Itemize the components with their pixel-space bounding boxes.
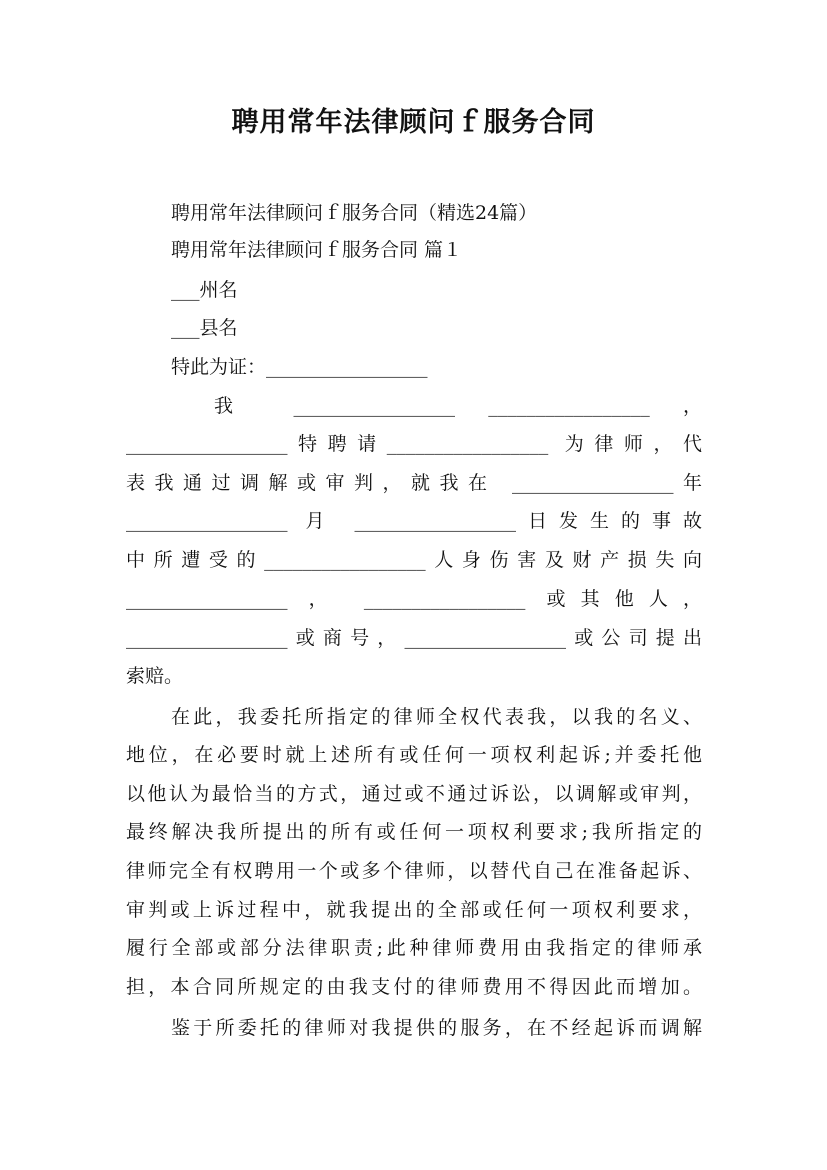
text-line: 中所遭受的_________________人身伤害及财产损失向 bbox=[126, 549, 702, 571]
paragraph-line: 审判或上诉过程中，就我提出的全部或任何一项权利要求， bbox=[126, 899, 702, 921]
paragraph-line: 以他认为最恰当的方式，通过或不通过诉讼，以调解或审判， bbox=[126, 783, 702, 805]
subtitle-line: 聘用常年法律顾问ｆ服务合同（精选24篇） bbox=[171, 202, 538, 224]
paragraph-line: 最终解决我所提出的所有或任何一项权利要求;我所指定的 bbox=[126, 821, 702, 843]
paragraph-line: 律师完全有权聘用一个或多个律师，以替代自己在准备起诉、 bbox=[126, 860, 702, 882]
text-line: 我 _________________ _________________ ， bbox=[214, 395, 702, 417]
text-line: _________________特聘请_________________ 为律师，代 bbox=[126, 433, 702, 455]
text-line: 索赔。 bbox=[126, 665, 184, 687]
text-line: _________________ 月 _________________日发生的事故 bbox=[126, 510, 702, 532]
text-line: 表我通过调解或审判，就我在 _________________年 bbox=[126, 472, 702, 494]
text-line: _________________或商号，_________________或公司提出 bbox=[126, 627, 702, 649]
text-line: ___县名 bbox=[171, 317, 238, 339]
text-line: _________________ ， _________________ 或其他人， bbox=[126, 588, 702, 610]
paragraph-line: 担，本合同所规定的由我支付的律师费用不得因此而增加。 bbox=[126, 976, 702, 998]
paragraph-line: 在此，我委托所指定的律师全权代表我，以我的名义、 bbox=[171, 706, 702, 728]
paragraph-line: 鉴于所委托的律师对我提供的服务，在不经起诉而调解 bbox=[171, 1017, 702, 1039]
paragraph-line: 地位，在必要时就上述所有或任何一项权利起诉;并委托他 bbox=[126, 744, 702, 766]
text-line: ___州名 bbox=[171, 279, 238, 301]
section-heading: 聘用常年法律顾问ｆ服务合同 篇１ bbox=[171, 239, 463, 261]
paragraph-line: 履行全部或部分法律职责;此种律师费用由我指定的律师承 bbox=[126, 937, 702, 959]
text-line: 特此为证：_________________ bbox=[171, 356, 428, 378]
document-title: 聘用常年法律顾问ｆ服务合同 bbox=[231, 107, 596, 138]
